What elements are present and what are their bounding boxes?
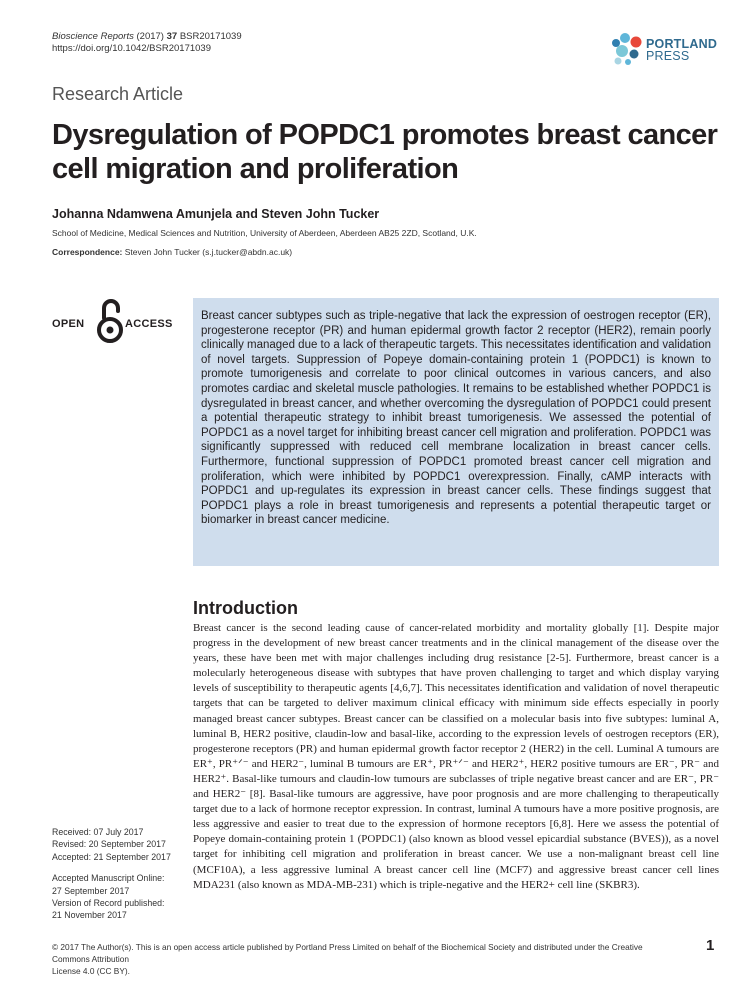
logo-wordmark: [646, 38, 717, 62]
doi-link[interactable]: https://doi.org/10.1042/BSR20171039: [52, 43, 211, 54]
open-lock-icon: [96, 298, 124, 344]
open-access-badge: [52, 298, 182, 344]
date-vor: 21 November 2017: [52, 910, 127, 921]
open-access-word-open: OPEN: [52, 318, 85, 330]
article-dates: [52, 826, 171, 922]
affiliation: School of Medicine, Medical Sciences and Nutrition, University of Aberdeen, Aberdeen AB25 2ZD, Scotland, U.K.: [52, 228, 477, 238]
date-revised: Revised: 20 September 2017: [52, 839, 166, 850]
journal-citation: [52, 31, 242, 43]
license-line-1: © 2017 The Author(s). This is an open access article published by Portland Press Limited on behalf of the Biochemical Society and distributed under the Creative Commons Attribution: [52, 942, 643, 964]
introduction-body: [193, 621, 719, 893]
abstract-text: Breast cancer subtypes such as triple-negative that lack the expression of oestrogen receptor (ER), progesterone receptor (PR) and human epidermal growth factor 2 receptor (HER2), remain poorly clinically managed due to a lack of therapeutic targets. This necessitates identification and validation of novel targets. Suppression of Popeye domain-containing protein 1 (POPDC1) is known to promote tumorigenesis and correlate to poor clinical outcomes in various cancers, and also promotes cardiac and skeletal muscle pathologies. It remains to be established whether POPDC1 is dysregulated in breast cancer, and whether overcoming the dysregulation of POPDC1 could present a potential therapeutic strategy to inhibit breast tumorigenesis. We assessed the potential of POPDC1 as a novel target for inhibiting breast cancer cell migration and proliferation. POPDC1 was significantly suppressed with reduced cell membrane localization in breast cancer cells. Furthermore, functional suppression of POPDC1 promoted breast cancer cell migration and proliferation, which were inhibited by POPDC1 overexpression. Finally, cAMP interacts with POPDC1 and up-regulates its expression in breast cancer cells. These findings suggest that POPDC1 plays a role in breast tumorigenesis and represents a potential therapeutic target or biomarker in breast cancer medicine.: [201, 310, 711, 527]
title-line-2: cell migration and proliferation: [52, 153, 459, 185]
portland-press-logo: [610, 32, 720, 68]
dots-logo-icon: [610, 32, 646, 68]
journal-article-id: BSR20171039: [179, 31, 242, 42]
correspondence-email[interactable]: Steven John Tucker (s.j.tucker@abdn.ac.uk): [124, 247, 293, 257]
introduction-heading: Introduction: [193, 598, 298, 618]
correspondence: [52, 247, 292, 257]
date-received: Received: 07 July 2017: [52, 827, 144, 837]
authors: Johanna Ndamwena Amunjela and Steven John Tucker: [52, 207, 380, 221]
title-line-1: Dysregulation of POPDC1 promotes breast cancer: [52, 119, 718, 151]
logo-word-press: PRESS: [646, 49, 690, 63]
article-title: [52, 118, 732, 186]
abstract-box: [193, 298, 719, 566]
date-accepted: Accepted: 21 September 2017: [52, 851, 171, 862]
open-access-word-access: ACCESS: [125, 318, 173, 330]
date-vor-label: Version of Record published:: [52, 898, 165, 909]
journal-year: (2017): [136, 31, 164, 42]
introduction-text: Breast cancer is the second leading cause of cancer-related morbidity and mortality globally [1]. Despite major progress in the development of new breast cancer treatments and in the clinical management of the disease over the years, these have been met with major challenges including drug resistance [2-5]. Furthermore, breast cancer is a molecularly heterogeneous disease with subtypes that have proven challenging to target and which display varying levels of susceptibility to therapeutic agents [4,6,7]. This necessitates identification and validation of novel therapeutic targets that can be targeted to deliver maximum clinical efficacy with minimum side effects especially in poorly managed breast cancer subtypes. Breast cancer can be classified on a molecular basis into five subtypes: luminal A, luminal B, HER2 positive, claudin-low and basal-like, according to the expression levels of oestrogen receptors (ER), progesterone receptors (PR) and human epidermal growth factor receptor 2 (HER2) in the cell. Luminal A tumours are ER⁺, PR⁺ᐟ⁻ and HER2⁻, luminal B tumours are ER⁺, PR⁺ᐟ⁻ and HER2⁺, HER2 positive tumours are ER⁻, PR⁻ and HER2⁺. Basal-like tumours and claudin-low tumours are subclasses of triple negative breast cancer and are ER⁻, PR⁻ and HER2⁻ [8]. Basal-like tumours are aggressive, have poor prognosis and are more challenging to therapeutically target due to a lack of hormone receptor expression. In contrast, luminal A tumours have a more positive prognosis, are less aggressive and easier to treat due to the expression of hormone receptors [6,8]. Here we assess the potential of Popeye domain-containing protein 1 (POPDC1) (also known as blood vessel epicardial substance (BVES)), as a novel target for inhibiting cell migration and proliferation in breast cancer. We use a non-malignant breast cell line (MCF10A), a less aggressive luminal A breast cancer cell line (MCF7) and aggressive breast cancer cell lines MDA231 (also known as MDA-MB-231) which is triple-negative and the HER2+ cell line (SKBR3).: [193, 622, 719, 891]
license-line-2: License 4.0 (CC BY).: [52, 966, 130, 976]
correspondence-label: Correspondence:: [52, 247, 123, 257]
logo-word-portland: PORTLAND: [646, 37, 718, 51]
license-footer: [52, 941, 672, 977]
page-number: 1: [706, 937, 715, 954]
journal-header: [52, 31, 242, 55]
article-type: Research Article: [52, 84, 184, 104]
journal-name: Bioscience Reports: [52, 31, 134, 42]
journal-volume: 37: [166, 31, 178, 42]
date-online: 27 September 2017: [52, 885, 130, 896]
date-online-label: Accepted Manuscript Online:: [52, 873, 165, 884]
